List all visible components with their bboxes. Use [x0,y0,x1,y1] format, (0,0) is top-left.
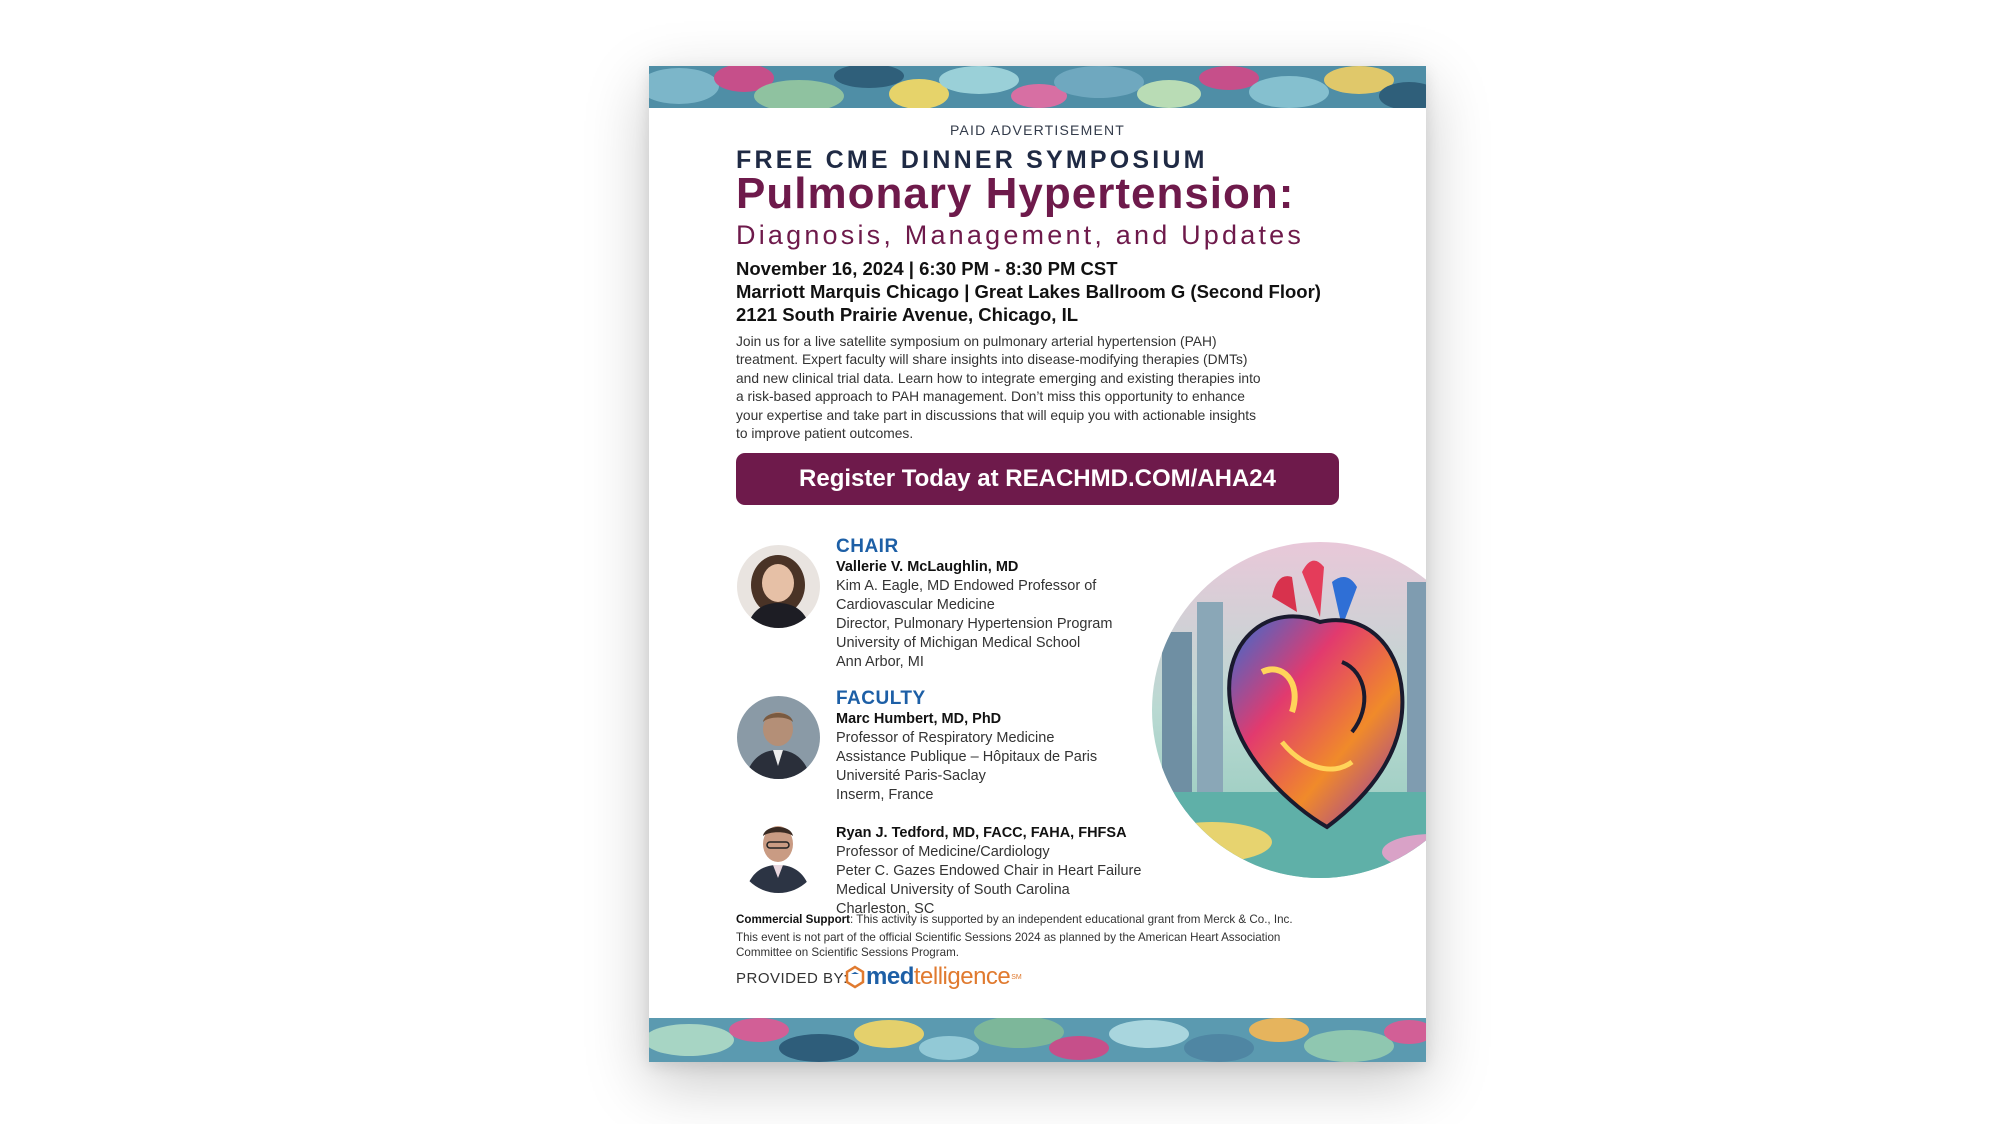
speaker-name: Marc Humbert, MD, PhD [836,711,1002,727]
speaker-detail: Charleston, SC [836,901,935,917]
faculty-avatar-tedford [737,810,820,893]
decorative-top-band [649,66,1426,108]
speaker-name: Ryan J. Tedford, MD, FACC, FAHA, FHFSA [836,825,1127,841]
speaker-detail: Professor of Respiratory Medicine [836,730,1055,746]
support-label: Commercial Support [736,913,851,926]
event-venue: Marriott Marquis Chicago | Great Lakes Ballroom G (Second Floor) [736,281,1321,302]
decorative-bottom-band [649,1018,1426,1062]
speaker-detail: Medical University of South Carolina [836,882,1070,898]
speaker-marc-humbert [836,710,1216,805]
event-subtitle: Diagnosis, Management, and Updates [736,220,1305,250]
chair-avatar [737,545,820,628]
provided-by-label: PROVIDED BY: [736,970,848,987]
event-kicker: FREE CME DINNER SYMPOSIUM [736,146,1208,174]
register-button[interactable]: Register Today at REACHMD.COM/AHA24 [736,453,1339,505]
speaker-detail: Assistance Publique – Hôpitaux de Paris [836,749,1098,765]
event-description [736,333,1336,443]
speaker-detail: Kim A. Eagle, MD Endowed Professor of [836,578,1097,594]
speaker-ryan-tedford [836,824,1216,919]
description-line: and new clinical trial data. Learn how to integrate emerging and existing therapies into [736,370,1261,386]
speaker-detail: Cardiovascular Medicine [836,597,995,613]
support-text: : This activity is supported by an independent educational grant from Merck & Co., Inc. [850,913,1293,926]
speaker-detail: Director, Pulmonary Hypertension Program [836,616,1113,632]
disclaimer-line: Committee on Scientific Sessions Program. [736,946,959,959]
description-line: a risk-based approach to PAH management. Don’t miss this opportunity to enhance [736,389,1245,405]
speaker-name: Vallerie V. McLaughlin, MD [836,559,1019,575]
event-title: Pulmonary Hypertension: [736,169,1295,218]
faculty-heading: FACULTY [836,688,926,709]
medtelligence-logo: med telligence SM [844,962,1022,992]
chair-heading: CHAIR [836,536,899,557]
description-line: to improve patient outcomes. [736,426,914,442]
speaker-detail: Inserm, France [836,787,934,803]
speaker-detail: Peter C. Gazes Endowed Chair in Heart Failure [836,863,1142,879]
speaker-detail: University of Michigan Medical School [836,635,1081,651]
speaker-detail: Université Paris-Saclay [836,768,986,784]
medtelligence-mark-icon [844,965,866,989]
description-line: Join us for a live satellite symposium on pulmonary arterial hypertension (PAH) [736,334,1217,349]
paid-advertisement-label: PAID ADVERTISEMENT [949,122,1126,138]
speaker-vallerie-mclaughlin [836,558,1216,672]
commercial-support [736,912,1293,927]
speaker-detail: Professor of Medicine/Cardiology [836,844,1050,860]
event-address: 2121 South Prairie Avenue, Chicago, IL [736,304,1079,325]
description-line: treatment. Expert faculty will share insights into disease-modifying therapies (DMTs) [736,352,1248,368]
event-date-time: November 16, 2024 | 6:30 PM - 8:30 PM CST [736,258,1118,279]
speaker-detail: Ann Arbor, MI [836,654,924,670]
description-line: your expertise and take part in discussions that will equip you with actionable insights [736,407,1256,423]
flyer-page [649,66,1426,1062]
faculty-avatar-humbert [737,696,820,779]
disclaimer-line: This event is not part of the official Scientific Sessions 2024 as planned by the American Heart Association [736,931,1281,944]
